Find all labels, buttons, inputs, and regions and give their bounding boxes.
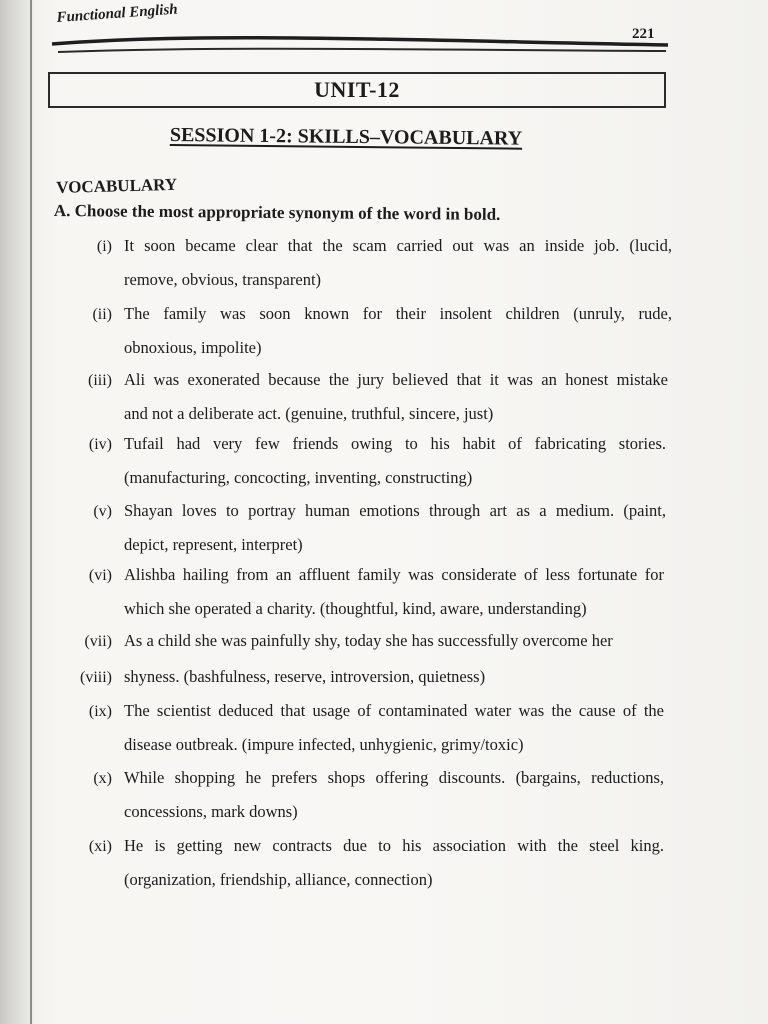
item-number: (iii) (88, 372, 112, 389)
item-text-line-1: As a child she was painfully shy, today she has successfully overcome her (124, 631, 613, 650)
unit-title-box (48, 72, 666, 108)
item-text-line-2: concessions, mark downs) (124, 802, 298, 821)
item-text-line-2: which she operated a charity. (thoughtful, kind, aware, understanding) (124, 599, 587, 618)
exercise-item (72, 567, 732, 637)
item-text-line-1: Tufail had very few friends owing to his habit of fabricating stories. (124, 434, 666, 453)
item-text-line-1: While shopping he prefers shops offering discounts. (bargains, reductions, (124, 768, 664, 787)
header-rule (50, 20, 670, 60)
exercise-item (72, 770, 732, 840)
item-number: (vi) (88, 567, 112, 584)
item-text-line-2: disease outbreak. (impure infected, unhygienic, grimy/toxic) (124, 735, 524, 754)
item-text-line-2: (manufacturing, concocting, inventing, constructing) (124, 468, 473, 487)
item-text-line-1: Shayan loves to portray human emotions through art as a medium. (paint, (124, 501, 666, 520)
item-text-line-1: Alishba hailing from an affluent family was considerate of less fortunate for (124, 565, 664, 584)
exercise-item (72, 503, 732, 573)
exercise-item (72, 838, 732, 908)
page-gutter-shadow (0, 0, 34, 1024)
item-number: (ix) (88, 703, 112, 720)
item-text-line-1: The scientist deduced that usage of contaminated water was the cause of the (124, 701, 664, 720)
exercise-instruction: A. Choose the most appropriate synonym of the word in bold. (53, 201, 501, 224)
exercise-item (72, 238, 732, 308)
item-number: (x) (93, 770, 112, 787)
item-text-line-2: obnoxious, impolite) (124, 338, 262, 357)
exercise-item (72, 669, 732, 699)
exercise-item (72, 703, 732, 773)
item-number: (i) (96, 238, 112, 255)
item-number: (ii) (92, 306, 112, 323)
item-number: (viii) (80, 669, 112, 686)
exercise-item (72, 436, 732, 506)
binding-edge (30, 0, 32, 1024)
item-number: (xi) (88, 838, 112, 855)
exercise-item (72, 633, 732, 663)
unit-title: UNIT-12 (314, 77, 400, 102)
item-text-line-1: Ali was exonerated because the jury believed that it was an honest mistake (124, 370, 668, 389)
item-text-line-2: and not a deliberate act. (genuine, truthful, sincere, just) (124, 404, 494, 423)
item-text-line-2: depict, represent, interpret) (124, 535, 303, 554)
item-number: (iv) (88, 436, 112, 453)
running-head: Functional English (56, 1, 179, 26)
item-text-line-1: He is getting new contracts due to his association with the steel king. (124, 836, 664, 855)
exercise-item (72, 372, 732, 442)
item-text-line-1: shyness. (bashfulness, reserve, introversion, quietness) (124, 667, 486, 686)
item-text-line-1: It soon became clear that the scam carried out was an inside job. (lucid, (124, 236, 672, 255)
section-heading: VOCABULARY (56, 174, 178, 197)
item-number: (v) (93, 503, 112, 520)
item-text-line-2: remove, obvious, transparent) (124, 270, 322, 289)
session-title: SESSION 1-2: SKILLS–VOCABULARY (169, 124, 523, 150)
page-number: 221 (632, 26, 655, 42)
exercise-item (72, 306, 732, 376)
item-text-line-2: (organization, friendship, alliance, connection) (124, 870, 433, 889)
item-number: (vii) (84, 633, 112, 650)
item-text-line-1: The family was soon known for their insolent children (unruly, rude, (124, 304, 672, 323)
